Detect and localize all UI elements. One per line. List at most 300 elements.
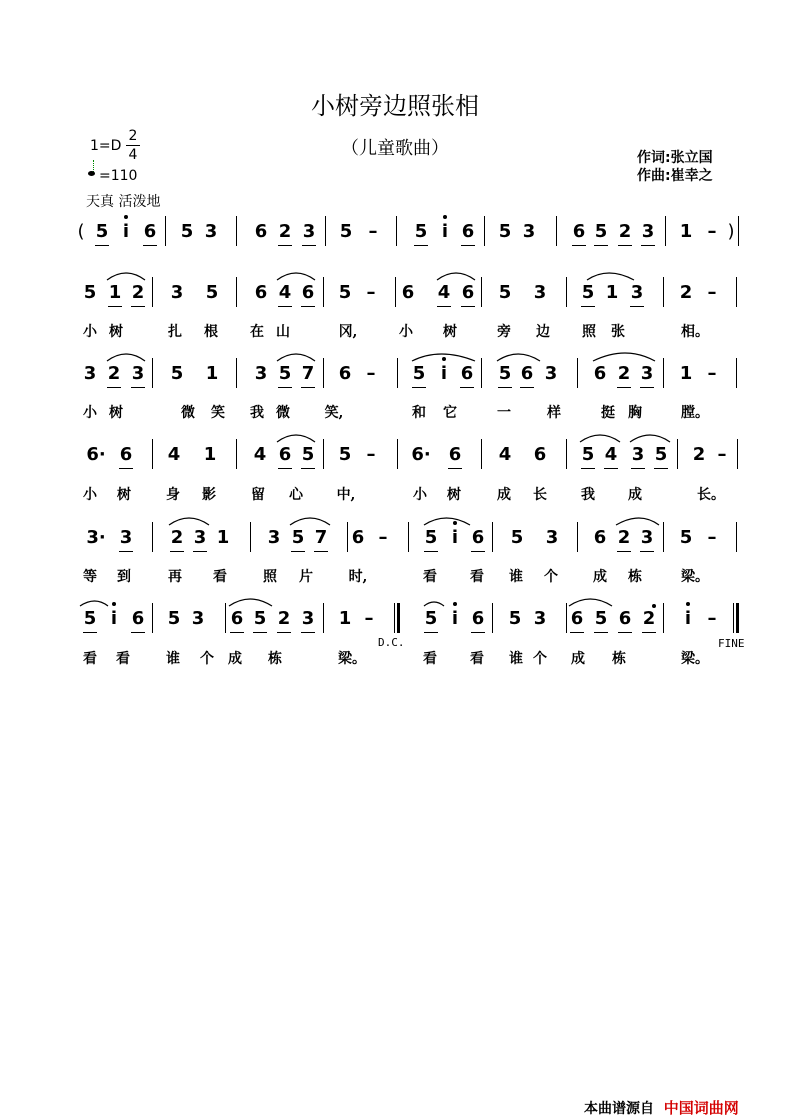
note-text: 2 [170,527,184,548]
note [577,282,599,304]
note: 6 [401,282,415,303]
lyric: 留 [251,487,265,503]
note-text: i [110,608,118,629]
note [590,608,612,630]
barline [492,522,493,552]
barline [665,216,666,246]
note [677,608,699,630]
note-text: 7 [314,527,328,548]
note-text: 4 [278,282,292,303]
slur [277,435,315,442]
barline [677,439,678,469]
note: 3 [544,363,558,384]
barline [250,522,251,552]
slur [569,599,612,606]
note: 3· [86,527,106,548]
lyric: 身 [166,487,180,503]
lyric: 影 [202,487,216,503]
note-text: 3 [630,282,644,303]
slur [437,273,475,280]
note-text: 6 [618,608,632,629]
note-text: 6 [461,282,475,303]
barline [737,439,738,469]
lyric: 张 [611,324,625,340]
note [410,221,432,243]
barline [556,216,557,246]
note: 2 [692,444,706,465]
lyric: 栋 [612,651,626,667]
note [636,363,658,385]
note [636,527,658,549]
note: 5 [167,608,181,629]
barline [152,522,153,552]
barline [481,439,482,469]
note [103,363,125,385]
note-text: i [440,363,448,384]
note-dash: – [366,444,376,465]
note [433,282,455,304]
note-text: 6 [143,221,157,242]
note: 5 [338,282,352,303]
note-text: 3 [640,363,654,384]
note: 6 [593,527,607,548]
slur [593,353,655,361]
note: 6 [254,282,268,303]
note [613,527,635,549]
lyrics-row-2 [0,402,790,422]
song-title: 小树旁边照张相 [311,92,479,120]
note-text: 5 [581,282,595,303]
note: 1 [679,363,693,384]
quarter-note-icon [88,171,95,176]
note: 6 [533,444,547,465]
lyric: 看 [83,651,97,667]
note-text: 3 [131,363,145,384]
score-row-intro [0,221,790,261]
note: 2 [679,282,693,303]
note [79,608,101,630]
slur [616,518,659,525]
note: 5 [180,221,194,242]
barline [663,358,664,388]
note-text: 3 [631,444,645,465]
note: 5 [205,282,219,303]
slur [277,354,315,361]
note-text: 5 [424,608,438,629]
barline [738,216,739,246]
barline [394,603,395,633]
note [103,608,125,630]
note: 3 [83,363,97,384]
barline [325,216,326,246]
note-dash: – [366,282,376,303]
note [456,363,478,385]
lyric: 谁 [166,651,180,667]
lyric: 和 [412,405,426,421]
fine-marking: FINE [718,637,745,650]
barline [397,439,398,469]
note: 3 [191,608,205,629]
note [298,221,320,243]
note [420,608,442,630]
note [127,282,149,304]
slur [630,435,670,442]
note-text: 3 [301,608,315,629]
lyric: 时, [348,569,368,585]
note-text: 5 [253,608,267,629]
double-barline [736,603,739,633]
lyric: 冈, [338,324,358,340]
note-dash: – [368,221,378,242]
note [273,608,295,630]
note-dash: – [717,444,727,465]
note [249,608,271,630]
lyric: 个 [200,651,214,667]
barline [323,603,324,633]
song-subtitle: （儿童歌曲） [341,138,449,159]
note [568,221,590,243]
lyric: 看 [213,569,227,585]
barline [577,522,578,552]
note-text: 5 [498,363,512,384]
note [613,363,635,385]
note-text: 4 [604,444,618,465]
note: 5 [498,282,512,303]
note [590,221,612,243]
lyric: 样 [547,405,561,421]
note [104,282,126,304]
lyric: 照 [582,324,596,340]
note [408,363,430,385]
note [139,221,161,243]
note: 1 [679,221,693,242]
lyric: 栋 [268,651,282,667]
note-text: 6 [570,608,584,629]
lyrics-row-1 [0,321,790,341]
note-text: 5 [301,444,315,465]
note: 1 [203,444,217,465]
slur [580,435,620,442]
score-row-2 [0,282,790,322]
note-text: 6 [131,608,145,629]
lyrics-row-4 [0,566,790,586]
note [444,608,466,630]
score-row-5 [0,527,790,567]
score-row-4 [0,444,790,484]
note [115,221,137,243]
note [516,363,538,385]
barline [577,358,578,388]
note-text: 6 [520,363,534,384]
note: 6 [593,363,607,384]
note: 5 [510,527,524,548]
slur [107,354,145,361]
note-dash: – [707,608,717,629]
time-signature-bottom: 4 [128,147,138,163]
note: 3 [533,608,547,629]
note-text: 6 [471,527,485,548]
lyric: 树 [109,405,123,421]
barline [492,603,493,633]
lyric: 一 [497,405,511,421]
note: 3 [545,527,559,548]
barline [152,603,153,633]
barline [397,358,398,388]
lyric: 胸 [628,405,642,421]
lyricist-credit: 作词:张立国 [637,150,713,166]
note [577,444,599,466]
barline [736,277,737,307]
note: 4 [253,444,267,465]
lyric: 成 [628,487,642,503]
barline [236,439,237,469]
note-dash: – [364,608,374,629]
note-text: 5 [278,363,292,384]
lyric: 等 [83,569,97,585]
lyric: 旁 [497,324,511,340]
lyric: 树 [117,487,131,503]
lyric: 栋 [628,569,642,585]
note [297,608,319,630]
note-text: 1 [108,282,122,303]
source-footer [584,1097,739,1118]
note-text: 5 [95,221,109,242]
note [274,363,296,385]
lyric: 心 [289,487,303,503]
note: 5 [170,363,184,384]
lyric: 小 [399,324,413,340]
lyric: 谁 [509,569,523,585]
footer-source-label: 本曲谱源自 [584,1101,654,1117]
barline [236,277,237,307]
note [127,608,149,630]
note-text: 3 [193,527,207,548]
note [434,221,456,243]
score-row-3 [0,363,790,403]
note: 6· [411,444,431,465]
slur [587,273,634,280]
note [444,444,466,466]
lyric: 个 [544,569,558,585]
slur [80,601,108,606]
lyric: 小 [83,487,97,503]
time-signature [126,128,140,163]
lyric: 树 [447,487,461,503]
lyric: 相。 [681,324,709,340]
barline [236,216,237,246]
note [274,282,296,304]
barline [663,522,664,552]
lyric: 树 [443,324,457,340]
slur [277,273,315,280]
barline [323,439,324,469]
barline [481,277,482,307]
barline [152,277,153,307]
slur [169,518,209,525]
barline [323,358,324,388]
slur [290,518,330,525]
note-text: 6 [301,282,315,303]
lyric: 看 [423,651,437,667]
lyric: 梁。 [681,651,709,667]
lyric: 成 [497,487,511,503]
note-text: 2 [278,221,292,242]
note [91,221,113,243]
barline [323,277,324,307]
note-text: 2 [642,608,656,629]
note-dash: – [707,282,717,303]
note: 1 [216,527,230,548]
lyric: 成 [228,651,242,667]
lyric: 微 [276,405,290,421]
barline [152,439,153,469]
lyric: 膛。 [681,405,709,421]
note [115,527,137,549]
lyric: 看 [116,651,130,667]
lyric: 看 [470,569,484,585]
lyric: 片 [299,569,313,585]
lyric: 在 [250,324,264,340]
note: 3 [254,363,268,384]
barline [663,277,664,307]
note [444,527,466,549]
lyric: 笑 [211,405,225,421]
lyrics-row-3 [0,484,790,504]
note-dash: – [366,363,376,384]
note: 6 [351,527,365,548]
note-text: 5 [291,527,305,548]
lyric: 成 [571,651,585,667]
slur [424,602,444,606]
note-text: 2 [617,527,631,548]
lyric: 它 [443,405,457,421]
note: 3 [522,221,536,242]
note [627,444,649,466]
note [457,282,479,304]
note-text: 5 [594,608,608,629]
note [638,608,660,630]
barline [663,603,664,633]
barline [396,216,397,246]
barline [566,439,567,469]
lyric: 照 [263,569,277,585]
note [626,282,648,304]
note-dash: – [707,527,717,548]
lyric: 梁。 [681,569,709,585]
note [274,221,296,243]
expression-marking: 天真 活泼地 [86,194,161,210]
barline [152,358,153,388]
barline [395,277,396,307]
dc-marking: D.C. [378,636,405,649]
note [457,221,479,243]
lyric: 小 [83,405,97,421]
barline [733,603,734,633]
note [433,363,455,385]
lyric: 小 [83,324,97,340]
note [297,282,319,304]
lyric: 梁。 [338,651,366,667]
note [420,527,442,549]
note-dash: – [707,221,717,242]
note: 3 [170,282,184,303]
barline [165,216,166,246]
note-text: 5 [412,363,426,384]
note-text: 3 [640,527,654,548]
note-text: 7 [301,363,315,384]
note [297,444,319,466]
lyric: 看 [470,651,484,667]
lyric: 我 [250,405,264,421]
note: 3 [204,221,218,242]
note [226,608,248,630]
note [166,527,188,549]
slur [497,354,540,361]
note: 4 [167,444,181,465]
note-text: 5 [414,221,428,242]
footer-site-link[interactable]: 中国词曲网 [663,1099,739,1117]
paren-close: ) [727,221,735,242]
note [297,363,319,385]
note: 5 [83,282,97,303]
note [467,608,489,630]
lyric: 到 [117,569,131,585]
note [614,608,636,630]
note-text: 6 [572,221,586,242]
note-text: 4 [437,282,451,303]
double-barline [397,603,400,633]
note-text: 6 [119,444,133,465]
lyric: 中, [336,487,356,503]
note-text: 6 [278,444,292,465]
note-text: 5 [581,444,595,465]
note: 5 [498,221,512,242]
note: 3 [267,527,281,548]
lyric: 边 [536,324,550,340]
note-text: 6 [471,608,485,629]
note [650,444,672,466]
composer-credit: 作曲:崔幸之 [637,168,713,184]
slur [107,273,145,280]
lyric: 长 [533,487,547,503]
note-text: 3 [641,221,655,242]
note [287,527,309,549]
note [614,221,636,243]
note-dash: – [378,527,388,548]
lyric: 微 [181,405,195,421]
note: 6 [338,363,352,384]
note [494,363,516,385]
lyric: 树 [109,324,123,340]
note-text: 2 [107,363,121,384]
note-text: i [451,527,459,548]
note-text: 2 [131,282,145,303]
barline [481,358,482,388]
note [127,363,149,385]
lyric: 再 [168,569,182,585]
note-text: i [441,221,449,242]
note-text: 3 [119,527,133,548]
note-text: 2 [618,221,632,242]
note [189,527,211,549]
lyric: 挺 [601,405,615,421]
note-text: 5 [654,444,668,465]
lyric: 小 [413,487,427,503]
lyric: 长。 [697,487,725,503]
lyric: 谁 [509,651,523,667]
lyric: 成 [593,569,607,585]
lyric: 扎 [168,324,182,340]
